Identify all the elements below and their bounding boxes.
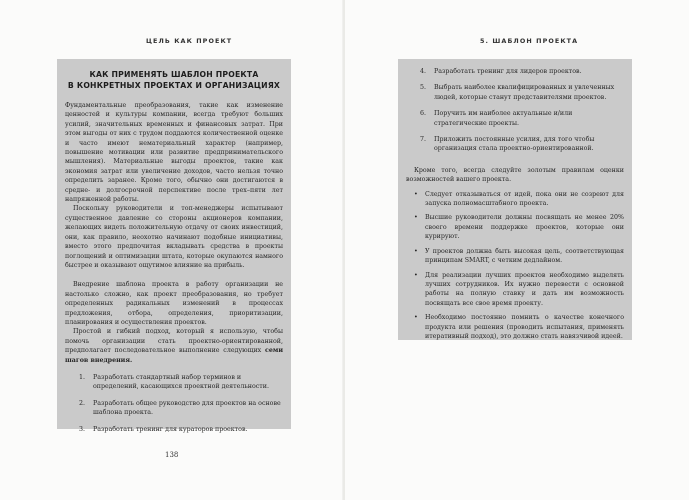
bullet-icon: • — [414, 271, 418, 279]
paragraph-3: Внедрение шаблона проекта в работу организации не настолько сложно, как проект преобразования, но требует определенных радикальных изменений в процессах предложения, отбора, определения, приоритизации, планирования и осуществления проектов. — [65, 281, 283, 326]
page-number: 138 — [165, 451, 179, 459]
paragraph-4-text: Простой и гибкий подход, который я использую, чтобы помочь организации стать проектно-ориентированной, предполагает последовательное выполнение следующих — [65, 328, 283, 355]
right-page — [345, 0, 689, 500]
list-item — [65, 425, 283, 434]
list-item — [65, 399, 283, 418]
step-text: Приложить постоянные усилия, для того чтобы организация стала проектно-ориентированной. — [434, 136, 595, 153]
list-item — [406, 271, 624, 309]
step-number: 4. — [420, 68, 427, 75]
list-item — [406, 313, 624, 341]
list-item — [406, 109, 624, 128]
list-item — [406, 67, 624, 76]
bullet-icon: • — [414, 314, 418, 322]
bullet-text: Следует отказываться от идей, пока они не созреют для запуска полномасштабного проекта. — [425, 190, 624, 208]
bullet-icon: • — [414, 190, 418, 198]
left-highlight-box — [57, 59, 291, 433]
list-item — [406, 213, 624, 241]
bullet-text: Высшие руководители должны посвящать не менее 20% своего времени поддержке проектов, которые они курируют. — [425, 214, 624, 241]
step-number: 1. — [79, 373, 86, 381]
step-text: Разработать стандартный набор терминов и определений, касающихся проектной деятельности. — [93, 373, 269, 391]
step-text: Разработать тренинг для кураторов проектов. — [93, 425, 248, 433]
list-item — [406, 83, 624, 102]
bullet-text: У проектов должна быть высокая цель, соответствующая принципам SMART, с четким дедлайном. — [425, 247, 624, 265]
step-text: Разработать общее руководство для проектов на основе шаблона проекта. — [93, 399, 281, 417]
paragraph-4 — [65, 327, 283, 365]
paragraph-2: Поскольку руководители и топ-менеджеры испытывают существенное давление со стороны акционеров компании, желающих видеть положительную отдачу от своих инвестиций, они, как правило, неохотно начинают подобные инициативы, вместо этого предпочитая вкладывать средства в проекты поглощений и оптимизации штата, которые окупаются намного быстрее и оказывают ощутимое влияние на прибыль. — [65, 205, 283, 269]
list-item — [406, 135, 624, 154]
box-title-line-1: КАК ПРИМЕНЯТЬ ШАБЛОН ПРОЕКТА — [89, 70, 259, 79]
list-item — [406, 190, 624, 209]
bullet-text: Для реализации лучших проектов необходимо выделять лучших сотрудников. Их нужно перевести с основной работы на полную ставку и дать им возможность посвящать все свое время проекту. — [425, 271, 624, 307]
bullet-text: Необходимо постоянно помнить о качестве конечного продукта или решения (проводить испытания, применять итеративный подход), это должно стать навязчивой идеей. — [425, 314, 624, 340]
bullet-icon: • — [414, 214, 418, 222]
step-text: Поручить им наиболее актуальные и/или стратегические проекты. — [434, 110, 573, 127]
paragraph-4-bold: семи шагов внедрения. — [65, 347, 283, 364]
golden-rules-list — [406, 190, 624, 342]
step-number: 2. — [79, 399, 86, 407]
rules-intro: Кроме того, всегда следуйте золотым правилам оценки возможностей вашего проекта. — [406, 166, 624, 184]
left-running-head: ЦЕЛЬ КАК ПРОЕКТ — [146, 37, 233, 45]
box-title-line-2: В КОНКРЕТНЫХ ПРОЕКТАХ И ОРГАНИЗАЦИЯХ — [67, 81, 281, 90]
left-page — [0, 0, 344, 500]
step-number: 3. — [79, 425, 86, 433]
step-text: Выбрать наиболее квалифицированных и увлеченных людей, которые станут представителями проектов. — [434, 84, 615, 101]
right-highlight-box — [398, 59, 632, 340]
list-item — [65, 373, 283, 392]
step-text: Разработать тренинг для лидеров проектов. — [434, 68, 582, 75]
bullet-icon: • — [414, 247, 418, 255]
paragraph-1: Фундаментальные преобразования, такие как изменение ценностей и культуры компании, всегда требуют больших усилий, значительных временных и финансовых затрат. При этом выгоды от них с трудом поддаются количественной оценке и часто имеют нематериальный характер (например, повышение мотивации или развитие предпринимательского мышления). Материальные выгоды проектов, такие как экономия затрат или увеличение доходов, часто нельзя точно определить заранее. Кроме того, обычно они достигаются в средне- и долгосрочной перспективе после трех–пяти лет напряженной работы. — [65, 102, 283, 204]
step-number: 5. — [420, 84, 427, 92]
box-title — [65, 69, 283, 91]
right-running-head: 5. ШАБЛОН ПРОЕКТА — [480, 37, 579, 45]
step-number: 6. — [420, 110, 427, 118]
list-item — [406, 247, 624, 266]
right-steps-list — [406, 67, 624, 154]
step-number: 7. — [420, 136, 427, 144]
left-steps-list — [65, 373, 283, 434]
